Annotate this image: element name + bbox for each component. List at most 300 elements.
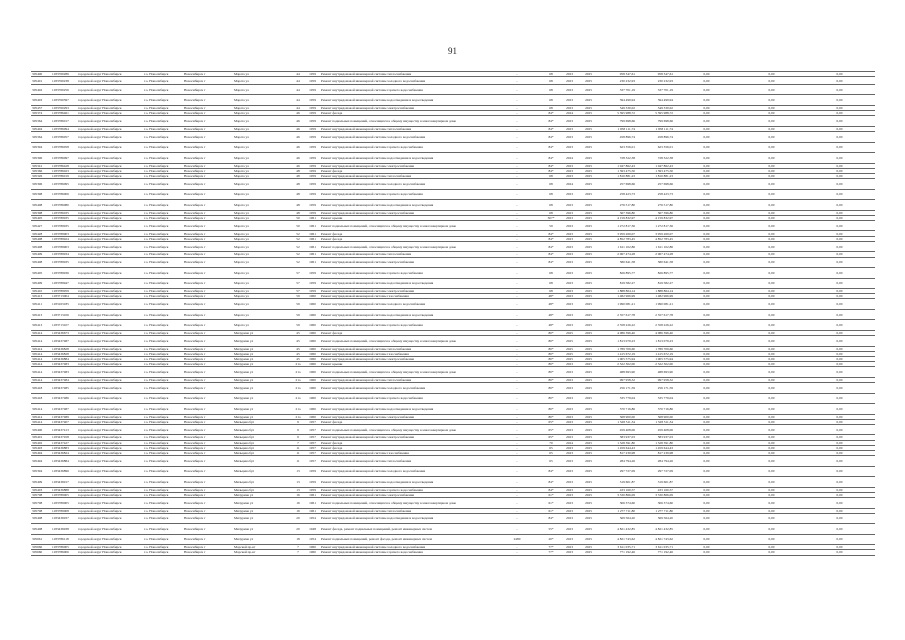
cell-work-type: Ремонт внутридомовой инженерной системы водоотведения и водоотведения — [320, 477, 492, 488]
cell-street: Марата ул — [233, 173, 291, 178]
cell-house-number: 48 — [291, 179, 305, 190]
cell-cost-limit: - — [492, 414, 542, 419]
cell-fund-cost: 771 192,46 — [636, 550, 674, 555]
cell-fund-cost: 433 160,57 — [636, 487, 674, 492]
cell-district: г.о. Новосибирск — [143, 524, 183, 535]
cell-local-cost: 0,00 — [804, 456, 875, 467]
cell-work-type: Ремонт фасада — [320, 440, 492, 445]
cell-region-cost: 0,00 — [739, 450, 804, 455]
cell-cost-limit: - — [492, 231, 542, 236]
cell-area: 80* — [542, 414, 560, 419]
cell-house-number: 46 — [291, 111, 305, 116]
cell-end-year: 2025 — [579, 351, 598, 356]
cell-city: Новосибирск г — [183, 367, 233, 378]
cell-build-year: 1960 — [305, 377, 320, 382]
cell-area: 48* — [542, 309, 560, 320]
cell-street: Морской пр-кт — [233, 545, 291, 550]
cell-work-type: Ремонт внутридомовой инженерной системы водоотведения и водоотведения — [320, 404, 492, 415]
cell-house-code: 1183436883 — [51, 445, 77, 450]
cell-street: Марата ул — [233, 84, 291, 95]
cell-row-index: 305428 — [31, 231, 51, 236]
cell-budget-cost: 0,00 — [674, 545, 739, 550]
cell-budget-cost: 0,00 — [674, 84, 739, 95]
cell-budget-cost: 0,00 — [674, 299, 739, 310]
cell-city: Новосибирск г — [183, 356, 233, 361]
cell-house-number: 48 — [291, 168, 305, 173]
cell-street: Мичурина ул — [233, 393, 291, 404]
cell-street: Мильцева бул — [233, 466, 291, 477]
cell-house-number: 46 — [291, 163, 305, 168]
cell-area: 61* — [542, 492, 560, 497]
cell-budget-cost: 0,00 — [674, 220, 739, 231]
cell-work-type: Ремонт фасада — [320, 330, 492, 335]
cell-region-cost: 0,00 — [739, 126, 804, 131]
cell-cost-limit: - — [492, 132, 542, 143]
cell-total-cost: 230 232,93 — [598, 77, 636, 85]
cell-city: Новосибирск г — [183, 550, 233, 555]
cell-work-type: Ремонт крыши — [320, 215, 492, 220]
cell-municipality: городской округ Новосибирск — [77, 487, 143, 492]
cell-municipality: городской округ Новосибирск — [77, 545, 143, 550]
cell-municipality: городской округ Новосибирск — [77, 450, 143, 455]
table-row — [31, 132, 875, 143]
cell-house-number: 46 — [291, 126, 305, 131]
cell-budget-cost: 0,00 — [674, 210, 739, 215]
cell-total-cost: 728 322,38 — [598, 153, 636, 164]
cell-total-cost: 549 330,02 — [598, 105, 636, 110]
cell-build-year: 1960 — [305, 320, 320, 331]
cell-district: г.о. Новосибирск — [143, 346, 183, 351]
cell-work-type: Ремонт внутридомовой инженерной системы теплоснабжения — [320, 346, 492, 351]
cell-city: Новосибирск г — [183, 477, 233, 488]
cell-region-cost: 0,00 — [739, 231, 804, 236]
cell-city: Новосибирск г — [183, 299, 233, 310]
cell-start-year: 2023 — [560, 456, 579, 467]
cell-fund-cost: 1 813 079,23 — [636, 336, 674, 347]
cell-fund-cost: 817 239,98 — [636, 450, 674, 455]
cell-build-year: 1959 — [305, 116, 320, 127]
cell-end-year: 2025 — [579, 336, 598, 347]
cell-start-year: 2023 — [560, 367, 579, 378]
cell-district: г.о. Новосибирск — [143, 440, 183, 445]
cell-work-type: Ремонт фасада — [320, 445, 492, 450]
cell-city: Новосибирск г — [183, 257, 233, 268]
cell-budget-cost: 0,00 — [674, 351, 739, 356]
table-row — [31, 477, 875, 488]
cell-build-year: 1957 — [305, 440, 320, 445]
cell-budget-cost: 0,00 — [674, 524, 739, 535]
cell-fund-cost: 1 047 862,43 — [636, 163, 674, 168]
cell-house-code: 1183789959 — [51, 289, 77, 294]
cell-city: Новосибирск г — [183, 456, 233, 467]
cell-municipality: городской округ Новосибирск — [77, 477, 143, 488]
cell-local-cost: 0,00 — [804, 84, 875, 95]
cell-region-cost: 0,00 — [739, 200, 804, 211]
cell-end-year: 2025 — [579, 513, 598, 524]
cell-district: г.о. Новосибирск — [143, 252, 183, 257]
table-row — [31, 299, 875, 310]
cell-fund-cost: 580 641,58 — [636, 257, 674, 268]
cell-local-cost: 0,00 — [804, 77, 875, 85]
cell-municipality: городской округ Новосибирск — [77, 179, 143, 190]
cell-build-year: 1957 — [305, 456, 320, 467]
cell-house-number: 20 — [291, 513, 305, 524]
cell-area: 80* — [542, 383, 560, 394]
cell-end-year: 2025 — [579, 215, 598, 220]
cell-house-number: 7 — [291, 545, 305, 550]
cell-area: 61* — [542, 508, 560, 513]
cell-house-number: 45 — [291, 351, 305, 356]
cell-build-year: 1959 — [305, 126, 320, 131]
cell-cost-limit: - — [492, 330, 542, 335]
table-row — [31, 116, 875, 127]
cell-cost-limit: - — [492, 524, 542, 535]
cell-municipality: городской округ Новосибирск — [77, 252, 143, 257]
cell-area: 84* — [542, 257, 560, 268]
cell-row-index: 305408 — [31, 257, 51, 268]
cell-district: г.о. Новосибирск — [143, 445, 183, 450]
cell-municipality: городской округ Новосибирск — [77, 289, 143, 294]
cell-cost-limit: - — [492, 440, 542, 445]
cell-total-cost: 583 937,03 — [598, 435, 636, 440]
cell-area: 68 — [542, 289, 560, 294]
cell-local-cost: 0,00 — [804, 367, 875, 378]
cell-row-index: 305403 — [31, 95, 51, 106]
cell-start-year: 2023 — [560, 189, 579, 200]
cell-start-year: 2024 — [560, 179, 579, 190]
cell-city: Новосибирск г — [183, 377, 233, 382]
cell-cost-limit: - — [492, 84, 542, 95]
cell-region-cost: 0,00 — [739, 508, 804, 513]
cell-district: г.о. Новосибирск — [143, 545, 183, 550]
cell-work-type: Ремонт внутридомовой инженерной системы газоснабжения — [320, 294, 492, 299]
cell-end-year: 2025 — [579, 105, 598, 110]
cell-fund-cost: 3 611 035,71 — [636, 545, 674, 550]
cell-district: г.о. Новосибирск — [143, 534, 183, 545]
cell-street: Марата ул — [233, 215, 291, 220]
cell-region-cost: 0,00 — [739, 330, 804, 335]
cell-area: 84* — [542, 163, 560, 168]
cell-city: Новосибирск г — [183, 351, 233, 356]
cell-total-cost: 257 698,66 — [598, 179, 636, 190]
cell-end-year: 2025 — [579, 440, 598, 445]
cell-district: г.о. Новосибирск — [143, 200, 183, 211]
cell-row-index: 305414 — [31, 330, 51, 335]
cell-city: Новосибирск г — [183, 77, 233, 85]
cell-budget-cost: 0,00 — [674, 336, 739, 347]
cell-fund-cost: 367 396,80 — [636, 210, 674, 215]
cell-local-cost: 0,00 — [804, 220, 875, 231]
cell-row-index: 305366 — [31, 168, 51, 173]
cell-cost-limit: - — [492, 450, 542, 455]
cell-area: 59 — [542, 220, 560, 231]
cell-city: Новосибирск г — [183, 336, 233, 347]
table-row — [31, 179, 875, 190]
cell-end-year: 2025 — [579, 487, 598, 492]
cell-work-type: Ремонт внутридомовой инженерной системы горячего водоснабжения — [320, 84, 492, 95]
cell-work-type: Ремонт фасада — [320, 419, 492, 424]
cell-row-index: 305437 — [31, 105, 51, 110]
cell-build-year: 1961 — [305, 257, 320, 268]
cell-municipality: городской округ Новосибирск — [77, 419, 143, 424]
cell-build-year: 1960 — [305, 351, 320, 356]
table-row — [31, 367, 875, 378]
cell-total-cost: 4 821 743,62 — [598, 534, 636, 545]
cell-end-year: 2025 — [579, 299, 598, 310]
cell-municipality: городской округ Новосибирск — [77, 513, 143, 524]
cell-local-cost: 0,00 — [804, 524, 875, 535]
cell-house-number: 52 — [291, 241, 305, 252]
table-row — [31, 220, 875, 231]
cell-cost-limit: - — [492, 278, 542, 289]
cell-start-year: 2023 — [560, 550, 579, 555]
cell-cost-limit: - — [492, 466, 542, 477]
cell-region-cost: 0,00 — [739, 534, 804, 545]
cell-total-cost: 1 789 709,60 — [598, 346, 636, 351]
cell-street: Мичурина ул — [233, 330, 291, 335]
cell-house-code: 1183436884 — [51, 456, 77, 467]
cell-fund-cost: 4 159 832,97 — [636, 215, 674, 220]
cell-total-cost: 819 582,27 — [598, 278, 636, 289]
cell-district: г.о. Новосибирск — [143, 435, 183, 440]
cell-build-year: 1959 — [305, 200, 320, 211]
cell-house-code: 1183760397 — [51, 95, 77, 106]
cell-cost-limit: - — [492, 456, 542, 467]
cell-area: 68 — [542, 77, 560, 85]
cell-house-code: 1183786006 — [51, 189, 77, 200]
cell-budget-cost: 0,00 — [674, 95, 739, 106]
cell-end-year: 2025 — [579, 320, 598, 331]
cell-municipality: городской округ Новосибирск — [77, 241, 143, 252]
cell-municipality: городской округ Новосибирск — [77, 336, 143, 347]
cell-build-year: 1961 — [305, 498, 320, 509]
cell-house-number: 50 — [291, 220, 305, 231]
cell-end-year: 2025 — [579, 278, 598, 289]
cell-end-year: 2025 — [579, 210, 598, 215]
cell-work-type: Ремонт внутридомовой инженерной системы электроснабжения — [320, 414, 492, 419]
cell-house-number: 59 — [291, 309, 305, 320]
cell-end-year: 2025 — [579, 545, 598, 550]
cell-fund-cost: 1 810 881,23 — [636, 173, 674, 178]
cell-area: 77* — [542, 550, 560, 555]
cell-house-number: 45 — [291, 336, 305, 347]
cell-build-year: 1959 — [305, 466, 320, 477]
cell-work-type: Ремонт подвальных помещений, относящихся к общему имуществу в многоквартирном доме — [320, 116, 492, 127]
cell-city: Новосибирск г — [183, 362, 233, 367]
cell-house-number: 44 — [291, 95, 305, 106]
cell-house-number: 21а — [291, 414, 305, 419]
cell-house-number: 44 — [291, 84, 305, 95]
cell-area: 68 — [542, 200, 560, 211]
cell-fund-cost: 258 423,73 — [636, 189, 674, 200]
cell-municipality: городской округ Новосибирск — [77, 168, 143, 173]
cell-end-year: 2025 — [579, 179, 598, 190]
cell-fund-cost: 1 277 711,80 — [636, 508, 674, 513]
cell-start-year: 2023 — [560, 132, 579, 143]
cell-city: Новосибирск г — [183, 179, 233, 190]
cell-cost-limit: - — [492, 498, 542, 509]
cell-city: Новосибирск г — [183, 153, 233, 164]
cell-house-code: 1183786095 — [51, 179, 77, 190]
cell-build-year: 1960 — [305, 346, 320, 351]
cell-municipality: городской округ Новосибирск — [77, 116, 143, 127]
cell-area: 77* — [542, 545, 560, 550]
cell-build-year: 1959 — [305, 289, 320, 294]
cell-city: Новосибирск г — [183, 163, 233, 168]
cell-fund-cost: 1 393 475,50 — [636, 168, 674, 173]
cell-region-cost: 0,00 — [739, 336, 804, 347]
cell-district: г.о. Новосибирск — [143, 330, 183, 335]
cell-end-year: 2025 — [579, 95, 598, 106]
cell-cost-limit: - — [492, 111, 542, 116]
cell-work-type: Ремонт внутридомовой инженерной системы горячего водоснабжения — [320, 320, 492, 331]
cell-start-year: 2023 — [560, 320, 579, 331]
cell-house-code: 1183786094 — [51, 126, 77, 131]
cell-work-type: Ремонт подвальных помещений, относящихся к общему имуществу в многоквартирном доме — [320, 498, 492, 509]
cell-cost-limit: - — [492, 351, 542, 356]
cell-area: 55* — [542, 524, 560, 535]
cell-work-type: Ремонт внутридомовой инженерной системы теплоснабжения — [320, 456, 492, 467]
cell-fund-cost: 230 232,93 — [636, 77, 674, 85]
cell-end-year: 2025 — [579, 435, 598, 440]
cell-area: 80* — [542, 404, 560, 415]
cell-cost-limit: 2480 — [492, 534, 542, 545]
cell-row-index: 305414 — [31, 367, 51, 378]
cell-house-code: 1183789934 — [51, 252, 77, 257]
cell-work-type: Ремонт внутридомовой инженерной системы горячего водоснабжения — [320, 393, 492, 404]
cell-work-type: Ремонт подвальных помещений, ремонт фасада, ремонт инженерных систем — [320, 534, 492, 545]
cell-fund-cost: 819 582,27 — [636, 278, 674, 289]
cell-work-type: Ремонт фасада — [320, 111, 492, 116]
cell-city: Новосибирск г — [183, 534, 233, 545]
cell-house-code: 1183789935 — [51, 257, 77, 268]
cell-row-index: 305341 — [31, 163, 51, 168]
cell-municipality: городской округ Новосибирск — [77, 294, 143, 299]
table-row — [31, 466, 875, 477]
cell-build-year: 1961 — [305, 252, 320, 257]
cell-region-cost: 0,00 — [739, 257, 804, 268]
cell-city: Новосибирск г — [183, 268, 233, 279]
cell-district: г.о. Новосибирск — [143, 309, 183, 320]
cell-budget-cost: 0,00 — [674, 424, 739, 435]
cell-fund-cost: 568 900,00 — [636, 414, 674, 419]
cell-start-year: 2023 — [560, 498, 579, 509]
cell-street: Марата ул — [233, 294, 291, 299]
cell-area: 307* — [542, 215, 560, 220]
cell-cost-limit: - — [492, 77, 542, 85]
cell-house-number: 59 — [291, 320, 305, 331]
cell-municipality: городской округ Новосибирск — [77, 435, 143, 440]
cell-city: Новосибирск г — [183, 487, 233, 492]
cell-work-type: Ремонт внутридомовой инженерной системы водоотведения и водоотведения — [320, 513, 492, 524]
cell-local-cost: 0,00 — [804, 189, 875, 200]
cell-house-code: 1183786428 — [51, 163, 77, 168]
cell-house-number: 48 — [291, 173, 305, 178]
cell-start-year: 2023 — [560, 72, 579, 77]
cell-area: 84* — [542, 513, 560, 524]
cell-total-cost: 367 396,80 — [598, 210, 636, 215]
cell-region-cost: 0,00 — [739, 513, 804, 524]
cell-total-cost: 458 896,74 — [598, 132, 636, 143]
cell-row-index: 305414 — [31, 346, 51, 351]
cell-budget-cost: 0,00 — [674, 362, 739, 367]
cell-street: Марата ул — [233, 116, 291, 127]
cell-district: г.о. Новосибирск — [143, 294, 183, 299]
cell-local-cost: 0,00 — [804, 440, 875, 445]
cell-house-code: 1183437483 — [51, 367, 77, 378]
cell-local-cost: 0,00 — [804, 309, 875, 320]
cell-budget-cost: 0,00 — [674, 116, 739, 127]
cell-house-code: 1183786118 — [51, 534, 77, 545]
cell-fund-cost: 276 517,80 — [636, 200, 674, 211]
cell-work-type: Ремонт внутридомовой инженерной системы электроснабжения — [320, 289, 492, 294]
cell-area: 84* — [542, 168, 560, 173]
cell-end-year: 2025 — [579, 241, 598, 252]
cell-fund-cost: 826 895,77 — [636, 268, 674, 279]
cell-house-number: 46 — [291, 142, 305, 153]
cell-region-cost: 0,00 — [739, 351, 804, 356]
cell-start-year: 2023 — [560, 414, 579, 419]
cell-region-cost: 0,00 — [739, 210, 804, 215]
cell-district: г.о. Новосибирск — [143, 278, 183, 289]
cell-street: Мичурина ул — [233, 356, 291, 361]
cell-city: Новосибирск г — [183, 513, 233, 524]
cell-city: Новосибирск г — [183, 220, 233, 231]
cell-house-number: 21а — [291, 362, 305, 367]
cell-work-type: Ремонт внутридомовой инженерной системы холодного водоснабжения — [320, 179, 492, 190]
cell-build-year: 1959 — [305, 173, 320, 178]
cell-region-cost: 0,00 — [739, 404, 804, 415]
cell-build-year: 1959 — [305, 111, 320, 116]
cell-district: г.о. Новосибирск — [143, 173, 183, 178]
cell-budget-cost: 0,00 — [674, 72, 739, 77]
cell-district: г.о. Новосибирск — [143, 215, 183, 220]
cell-municipality: городской округ Новосибирск — [77, 393, 143, 404]
cell-total-cost: 1 990 081,21 — [598, 299, 636, 310]
cell-work-type: Ремонт внутридомовой инженерной системы теплоснабжения — [320, 377, 492, 382]
cell-end-year: 2025 — [579, 189, 598, 200]
cell-end-year: 2025 — [579, 424, 598, 435]
cell-street: Мильцева бул — [233, 445, 291, 450]
cell-local-cost: 0,00 — [804, 268, 875, 279]
cell-district: г.о. Новосибирск — [143, 257, 183, 268]
cell-row-index: 305400 — [31, 424, 51, 435]
cell-build-year: 1960 — [305, 336, 320, 347]
cell-start-year: 2023 — [560, 268, 579, 279]
cell-house-number: 9 — [291, 435, 305, 440]
cell-area: 48* — [542, 294, 560, 299]
cell-street: Марата ул — [233, 72, 291, 77]
cell-street: Марата ул — [233, 268, 291, 279]
cell-region-cost: 0,00 — [739, 487, 804, 492]
cell-build-year: 1961 — [305, 492, 320, 497]
cell-area: 80* — [542, 346, 560, 351]
cell-city: Новосибирск г — [183, 189, 233, 200]
cell-city: Новосибирск г — [183, 84, 233, 95]
cell-street: Марата ул — [233, 95, 291, 106]
cell-area: 65 — [542, 456, 560, 467]
cell-end-year: 2025 — [579, 383, 598, 394]
cell-fund-cost: 2 357 617,78 — [636, 309, 674, 320]
cell-total-cost: 4 852 783,45 — [598, 236, 636, 241]
cell-district: г.о. Новосибирск — [143, 72, 183, 77]
cell-region-cost: 0,00 — [739, 241, 804, 252]
cell-cost-limit: - — [492, 362, 542, 367]
cell-fund-cost: 4 086 396,40 — [636, 330, 674, 335]
cell-house-code: 1183786057 — [51, 132, 77, 143]
cell-region-cost: 0,00 — [739, 545, 804, 550]
cell-city: Новосибирск г — [183, 383, 233, 394]
